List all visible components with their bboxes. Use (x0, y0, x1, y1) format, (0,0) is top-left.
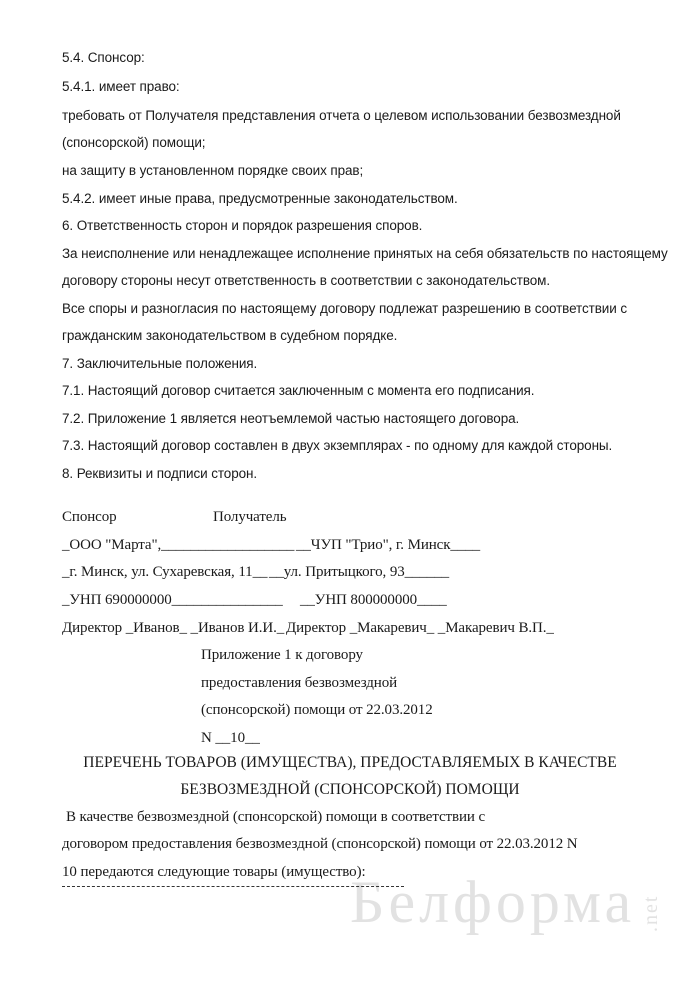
list-intro-line-3: 10 передаются следующие товары (имущество): (62, 864, 366, 880)
sponsor-address: _г. Минск, ул. Сухаревская, 11__ (62, 564, 268, 580)
sponsor-unp: _УНП 690000000_______________ (62, 592, 283, 608)
section-5-4-heading: 5.4. Спонсор: (62, 50, 145, 65)
sponsor-label: Спонсор (62, 509, 117, 525)
appendix-line-1: Приложение 1 к договору (201, 647, 363, 663)
watermark-suffix-box (630, 868, 700, 938)
paragraph-line: требовать от Получателя представления отчета о целевом использовании безвозмездной (62, 108, 621, 123)
clause-7-3: 7.3. Настоящий договор составлен в двух экземплярах - по одному для каждой стороны. (62, 438, 613, 453)
paragraph-line: на защиту в установленном порядке своих прав; (62, 163, 364, 178)
recipient-address: __ул. Притыцкого, 93______ (269, 564, 450, 580)
list-intro-line-1: В качестве безвозмездной (спонсорской) помощи в соответствии с (66, 809, 486, 825)
list-title-line-2: БЕЗВОЗМЕЗДНОЙ (СПОНСОРСКОЙ) ПОМОЩИ (180, 781, 520, 798)
paragraph-line: За неисполнение или ненадлежащее исполнение принятых на себя обязательств по настоящему (62, 246, 668, 261)
appendix-number: N __10__ (201, 730, 260, 746)
clause-5-4-2: 5.4.2. имеет иные права, предусмотренные законодательством. (62, 191, 458, 206)
clause-7-1: 7.1. Настоящий договор считается заключенным с момента его подписания. (62, 383, 535, 398)
watermark-suffix: .net (640, 894, 662, 932)
dashed-divider (62, 886, 404, 887)
recipient-unp: __УНП 800000000____ (300, 592, 447, 608)
paragraph-line: (спонсорской) помощи; (62, 135, 206, 150)
paragraph-line: Все споры и разногласия по настоящему договору подлежат разрешению в соответствии с (62, 301, 627, 316)
paragraph-line: договору стороны несут ответственность в соответствии с законодательством. (62, 273, 551, 288)
list-title-line-1: ПЕРЕЧЕНЬ ТОВАРОВ (ИМУЩЕСТВА), ПРЕДОСТАВЛЯЕМЫХ В КАЧЕСТВЕ (83, 754, 617, 771)
appendix-line-2: предоставления безвозмездной (201, 675, 398, 691)
clause-5-4-1: 5.4.1. имеет право: (62, 79, 180, 94)
section-8-heading: 8. Реквизиты и подписи сторон. (62, 466, 258, 481)
sponsor-name: _ООО "Марта",__________________ (62, 537, 295, 553)
section-7-heading: 7. Заключительные положения. (62, 356, 258, 371)
watermark-text: Белформа (350, 869, 636, 935)
paragraph-line: гражданским законодательством в судебном порядке. (62, 328, 398, 343)
recipient-director: Директор _Макаревич_ _Макаревич В.П._ (286, 620, 554, 636)
recipient-label: Получатель (213, 509, 287, 525)
sponsor-director: Директор _Иванов_ _Иванов И.И._ (62, 620, 285, 636)
clause-7-2: 7.2. Приложение 1 является неотъемлемой частью настоящего договора. (62, 411, 520, 426)
section-6-heading: 6. Ответственность сторон и порядок разрешения споров. (62, 218, 423, 233)
appendix-line-3: (спонсорской) помощи от 22.03.2012 (201, 702, 433, 718)
list-intro-line-2: договором предоставления безвозмездной (спонсорской) помощи от 22.03.2012 N (62, 836, 578, 852)
recipient-name: __ЧУП "Трио", г. Минск____ (296, 537, 481, 553)
